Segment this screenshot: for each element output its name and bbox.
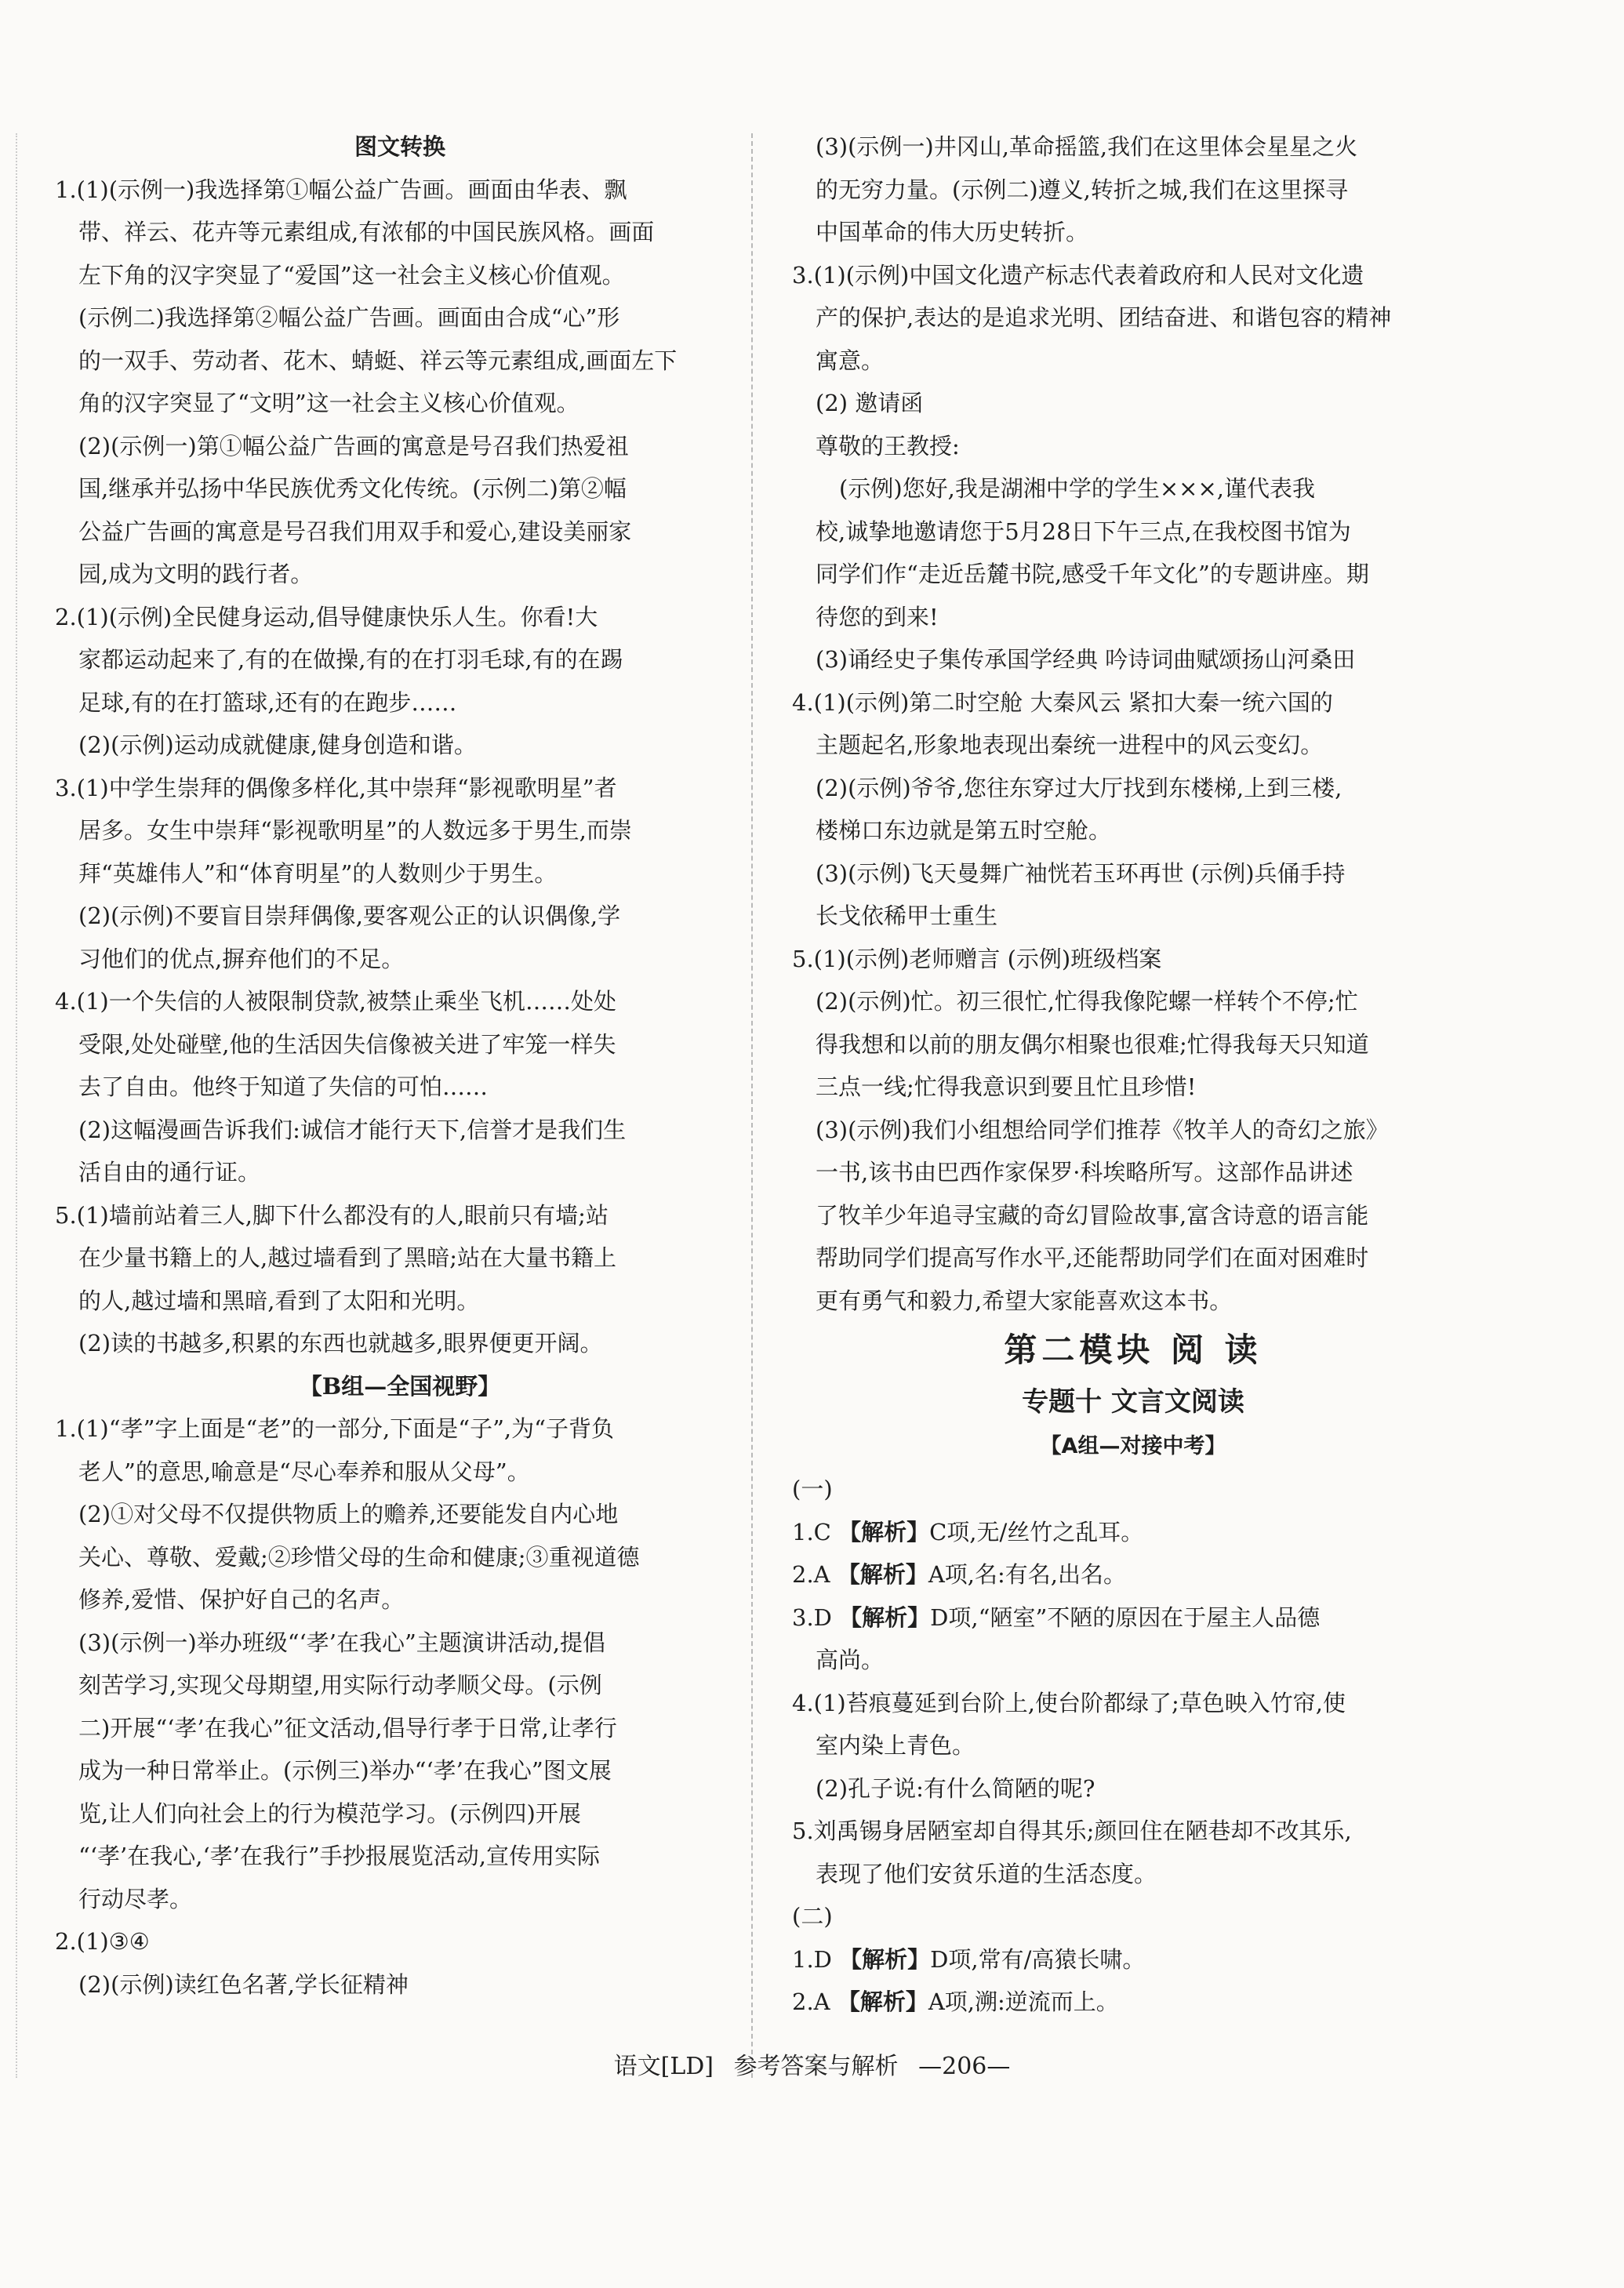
line-text: 得我想和以前的朋友偶尔相聚也很难;忙得我每天只知道 [816,1030,1369,1058]
analysis-tag: 【解析】 [839,1945,931,1973]
line-text: 2.(1)③④ [55,1928,150,1955]
answer-line [55,1407,745,1451]
line-text: 足球,有的在打篮球,还有的在跑步…… [78,688,457,716]
analysis-text: D项,“陋室”不陋的原因在于屋主人品德 [930,1603,1321,1631]
answer-line [792,553,1474,596]
line-text: 了牧羊少年追寻宝藏的奇幻冒险故事,富含诗意的语言能 [816,1201,1369,1229]
line-text: (二) [792,1903,833,1930]
line-text: 1.(1)“孝”字上面是“老”的一部分,下面是“子”,为“子背负 [55,1415,614,1442]
footer-subject: 语文[LD] [613,2053,714,2080]
answer-line [55,425,745,468]
answer-line [55,382,745,425]
answer-line [792,724,1474,767]
line-text: 中国革命的伟大历史转折。 [816,219,1089,245]
line-text: (3)(示例)我们小组想给同学们推荐《牧羊人的奇幻之旅》 [816,1116,1389,1143]
answer-line [792,809,1474,852]
answer-line [792,980,1474,1023]
answer-line [792,767,1474,810]
answer-line [792,1853,1474,1896]
section-heading [55,1365,745,1408]
line-text: 4.(1)苔痕蔓延到台阶上,使台阶都绿了;草色映入竹帘,使 [792,1689,1346,1716]
line-text: 带、祥云、花卉等元素组成,有浓郁的中国民族风格。画面 [78,219,655,245]
answer-line [55,1622,745,1665]
module-title: 第二模块 阅 读 [1004,1331,1263,1369]
line-text: 室内染上青色。 [816,1732,975,1759]
line-text: (3)(示例一)井冈山,革命摇篮,我们在这里体会星星之火 [816,133,1358,160]
line-text: 4.(1)(示例)第二时空舱 大秦风云 紧扣大秦一统六国的 [792,688,1333,716]
answer-line [792,169,1474,212]
line-text: 角的汉字突显了“文明”这一社会主义核心价值观。 [78,390,579,416]
answer-line [792,1194,1474,1237]
classical-chinese-answers [792,1468,1474,2024]
answer-line [792,681,1474,725]
answer-line [55,1493,745,1536]
answer-line [792,1109,1474,1152]
line-text: 拜“英雄伟人”和“体育明星”的人数则少于男生。 [78,859,558,887]
answer-line [55,1664,745,1707]
analysis-tag: 【解析】 [837,1988,928,2015]
line-text: (2)(示例一)第①幅公益广告画的寓意是号召我们热爱祖 [78,432,629,459]
line-text: (2)孔子说:有什么简陋的呢? [816,1774,1095,1802]
answer-line [55,340,745,383]
answer-line [792,1468,1474,1511]
answer-line [792,382,1474,425]
answer-line [792,1066,1474,1109]
line-text: 二)开展“‘孝’在我心”征文活动,倡导行孝于日常,让孝行 [78,1714,617,1741]
line-text: 5.(1)(示例)老师赠言 (示例)班级档案 [792,945,1162,972]
answer-line [792,596,1474,639]
answer-line [55,1920,745,1963]
right-column-answers [792,125,1474,1322]
line-text: 图文转换 [354,133,445,160]
line-text: 国,继承并弘扬中华民族优秀文化传统。(示例二)第②幅 [78,475,627,502]
line-text: 2.(1)(示例)全民健身运动,倡导健康快乐人生。你看!大 [55,603,598,630]
line-text: (3)(示例一)举办班级“‘孝’在我心”主题演讲活动,提倡 [78,1629,606,1656]
page-footer [0,2046,1624,2081]
answer-line [792,852,1474,895]
line-text: 关心、尊敬、爱戴;②珍惜父母的生命和健康;③重视道德 [78,1543,640,1571]
line-text: 产的保护,表达的是追求光明、团结奋进、和谐包容的精神 [816,304,1392,331]
line-text: (2)(示例)运动成就健康,健身创造和谐。 [78,732,477,758]
line-text: (一) [792,1476,833,1502]
answer-line [55,1066,745,1109]
answer-line [792,1767,1474,1810]
answer-line [55,1237,745,1280]
line-text: 公益广告画的寓意是号召我们用双手和爱心,建设美丽家 [78,518,632,545]
answer-line [792,1553,1474,1596]
answer-line [55,1792,745,1836]
answer-line [55,1451,745,1494]
answer-line [55,1322,745,1365]
line-text: (3)(示例)飞天曼舞广袖恍若玉环再世 (示例)兵俑手持 [816,859,1346,887]
answer-line [55,1109,745,1152]
answer-line [55,938,745,981]
answer-line [55,1578,745,1622]
analysis-text: A项,名:有名,出名。 [928,1561,1127,1588]
analysis-tag: 【解析】 [838,1518,930,1545]
answer-line [792,1895,1474,1938]
answer-line [792,125,1474,169]
answer-line [792,1237,1474,1280]
line-text: 楼梯口东边就是第五时空舱。 [816,817,1112,844]
line-text: 待您的到来! [816,603,939,630]
line-text: 家都运动起来了,有的在做操,有的在打羽毛球,有的在踢 [78,646,623,673]
line-text: 1.D [792,1945,840,1973]
answer-line [55,1280,745,1323]
line-text: 览,让人们向社会上的行为模范学习。(示例四)开展 [78,1800,581,1827]
line-text: 帮助同学们提高写作水平,还能帮助同学们在面对困难时 [816,1244,1369,1271]
line-text: 行动尽孝。 [78,1885,193,1912]
line-text: 寓意。 [816,347,885,374]
line-text: 5.(1)墙前站着三人,脚下什么都没有的人,眼前只有墙;站 [55,1201,609,1229]
answer-line [55,1194,745,1237]
answer-line [792,1639,1474,1682]
answer-line [55,1963,745,2007]
answer-line [792,1682,1474,1725]
answer-line [792,895,1474,938]
answer-line [55,980,745,1023]
answer-line [792,938,1474,981]
answer-line [55,254,745,297]
line-text: (2)(示例)爷爷,您往东穿过大厅找到东楼梯,上到三楼, [816,774,1342,801]
answer-line [792,1023,1474,1066]
footer-label: 参考答案与解析 [733,2053,899,2080]
line-text: 习他们的优点,摒弃他们的不足。 [78,945,405,972]
line-text: 受限,处处碰壁,他的生活因失信像被关进了牢笼一样失 [78,1030,616,1058]
line-text: 1.C [792,1518,839,1545]
analysis-tag: 【解析】 [839,1603,931,1631]
line-text: (示例)您好,我是湖湘中学的学生×××,谨代表我 [839,475,1315,502]
answer-line [792,1724,1474,1767]
answer-line [55,1707,745,1750]
answer-line [55,467,745,510]
answer-line [55,895,745,938]
line-text: 的一双手、劳动者、花木、蜻蜓、祥云等元素组成,画面左下 [78,347,678,374]
line-text: 表现了他们安贫乐道的生活态度。 [816,1860,1157,1887]
answer-line [792,1596,1474,1640]
line-text: 成为一种日常举止。(示例三)举办“‘孝’在我心”图文展 [78,1757,612,1784]
answer-line [55,553,745,596]
line-text: (2)(示例)不要盲目崇拜偶像,要客观公正的认识偶像,学 [78,902,621,929]
answer-line [792,296,1474,340]
answer-line [55,852,745,895]
line-text: 1.(1)(示例一)我选择第①幅公益广告画。画面由华表、飘 [55,176,627,203]
answer-line [55,296,745,340]
line-text: 在少量书籍上的人,越过墙看到了黑暗;站在大量书籍上 [78,1244,616,1271]
line-text: 尊敬的王教授: [816,432,960,459]
line-text: (2)读的书越多,积累的东西也就越多,眼界便更开阔。 [78,1330,603,1356]
line-text: 活自由的通行证。 [78,1159,261,1186]
line-text: 2.A [792,1561,837,1588]
section-heading [55,125,745,169]
line-text: (2)①对父母不仅提供物质上的赡养,还要能发自内心地 [78,1501,619,1527]
line-text: 居多。女生中崇拜“影视歌明星”的人数远多于男生,而崇 [78,817,632,844]
answer-line [792,1981,1474,2024]
line-text: 3.(1)(示例)中国文化遗产标志代表着政府和人民对文化遗 [792,261,1364,289]
answer-line [55,596,745,639]
line-text: 校,诚挚地邀请您于5月28日下午三点,在我校图书馆为 [816,518,1351,545]
analysis-text: C项,无/丝竹之乱耳。 [929,1518,1144,1545]
margin-rule [16,133,17,2078]
left-column [55,125,745,2006]
answer-line [792,1810,1474,1853]
answer-line [55,211,745,254]
answer-line [55,724,745,767]
answer-line [792,638,1474,681]
answer-line [55,1749,745,1792]
answer-line [55,1023,745,1066]
answer-line [55,767,745,810]
group-a-heading: 【A组—对接中考】 [1040,1434,1226,1458]
answer-line [792,467,1474,510]
line-text: 3.D [792,1603,840,1631]
answer-line [55,1835,745,1878]
answer-line [55,510,745,554]
analysis-tag: 【解析】 [837,1561,928,1588]
line-text: 三点一线;忙得我意识到要且忙且珍惜! [816,1073,1197,1100]
answer-line [792,510,1474,554]
answer-line [792,1151,1474,1194]
line-text: 刻苦学习,实现父母期望,用实际行动孝顺父母。(示例 [78,1672,602,1698]
topic-title: 专题十 文言文阅读 [1022,1386,1244,1418]
answer-line [55,809,745,852]
answer-line [792,425,1474,468]
line-text: (3)诵经史子集传承国学经典 吟诗词曲赋颂扬山河桑田 [816,646,1356,673]
line-text: 5.刘禹锡身居陋室却自得其乐;颜回住在陋巷却不改其乐, [792,1818,1352,1844]
line-text: 2.A [792,1988,837,2015]
answer-line [55,1878,745,1921]
line-text: 4.(1)一个失信的人被限制贷款,被禁止乘坐飞机……处处 [55,988,616,1015]
line-text: 的无穷力量。(示例二)遵义,转折之城,我们在这里探寻 [816,176,1349,203]
line-text: 【B组—全国视野】 [299,1372,501,1400]
answer-line [55,1536,745,1579]
line-text: 园,成为文明的践行者。 [78,561,314,587]
line-text: 一书,该书由巴西作家保罗·科埃略所写。这部作品讲述 [816,1159,1353,1186]
line-text: 长戈依稀甲士重生 [816,902,998,929]
answer-line [55,1151,745,1194]
answer-line [792,211,1474,254]
line-text: 左下角的汉字突显了“爱国”这一社会主义核心价值观。 [78,261,625,289]
column-divider [751,133,753,2078]
line-text: (示例二)我选择第②幅公益广告画。画面由合成“心”形 [78,304,620,331]
right-column [792,125,1474,2024]
answer-line [792,1938,1474,1981]
line-text: 修养,爱惜、保护好自己的名声。 [78,1586,405,1613]
page-number: —206— [918,2053,1011,2080]
line-text: 更有勇气和毅力,希望大家能喜欢这本书。 [816,1287,1233,1314]
line-text: 3.(1)中学生崇拜的偶像多样化,其中崇拜“影视歌明星”者 [55,774,617,801]
line-text: (2)这幅漫画告诉我们:诚信才能行天下,信誉才是我们生 [78,1116,627,1143]
answer-line [55,681,745,725]
line-text: “‘孝’在我心,‘孝’在我行”手抄报展览活动,宣传用实际 [78,1843,600,1869]
line-text: (2) 邀请函 [816,390,924,416]
line-text: (2)(示例)忙。初三很忙,忙得我像陀螺一样转个不停;忙 [816,988,1358,1015]
answer-line [792,1511,1474,1554]
line-text: 主题起名,形象地表现出秦统一进程中的风云变幻。 [816,732,1324,758]
line-text: 的人,越过墙和黑暗,看到了太阳和光明。 [78,1287,480,1314]
answer-line [792,254,1474,297]
answer-line [792,340,1474,383]
line-text: 老人”的意思,喻意是“尽心奉养和服从父母”。 [78,1458,530,1485]
line-text: 去了自由。他终于知道了失信的可怕…… [78,1073,489,1100]
line-text: 同学们作“走近岳麓书院,感受千年文化”的专题讲座。期 [816,561,1369,587]
answer-line [55,169,745,212]
answer-line [792,1280,1474,1323]
line-text: 高尚。 [816,1647,885,1673]
line-text: (2)(示例)读红色名著,学长征精神 [78,1970,409,1998]
answer-line [55,638,745,681]
analysis-text: D项,常有/高猿长啸。 [930,1945,1146,1973]
analysis-text: A项,溯:逆流而上。 [928,1988,1119,2015]
